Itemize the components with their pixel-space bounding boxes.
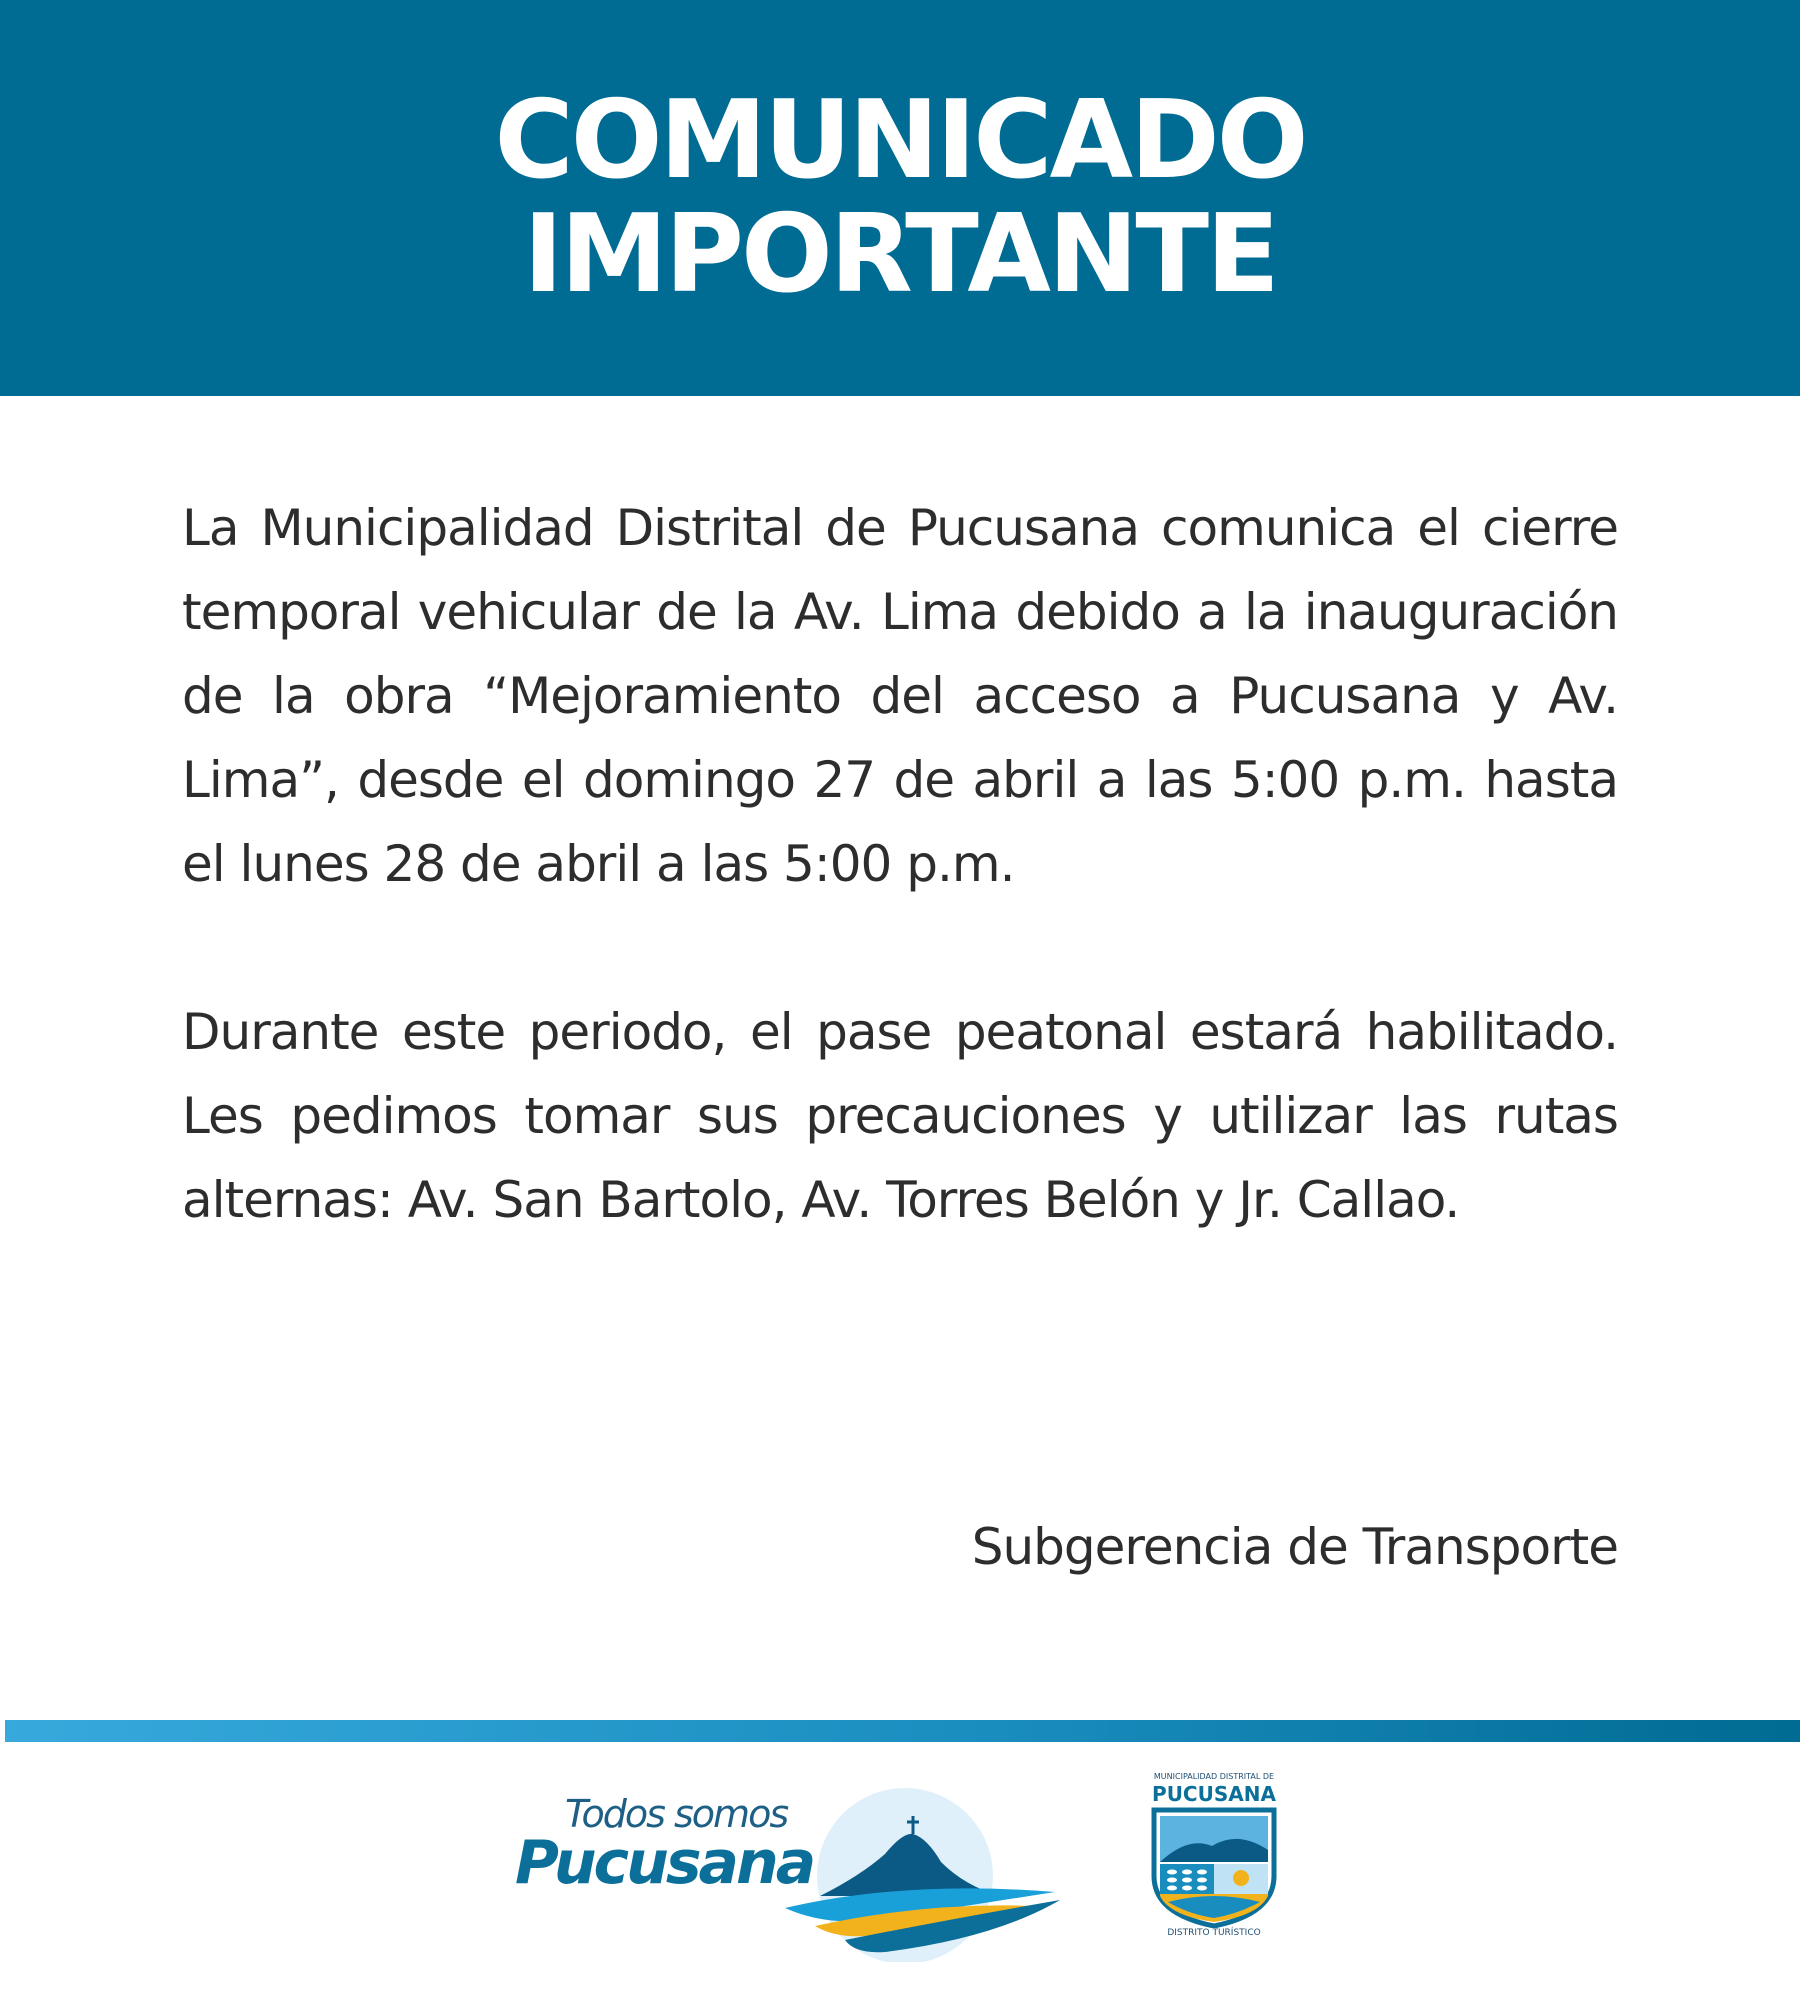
municipal-crest xyxy=(1148,1772,1280,1952)
slogan-line-1: Todos somos xyxy=(565,1792,788,1836)
footer-divider xyxy=(5,1720,1800,1742)
signature: Subgerencia de Transporte xyxy=(971,1518,1618,1576)
page-title xyxy=(494,78,1306,317)
title-line-2: IMPORTANTE xyxy=(523,192,1277,317)
shield-icon xyxy=(1148,1806,1280,1928)
slogan-logo xyxy=(515,1776,1075,1962)
paragraph-alternate-routes: Durante este periodo, el pase peatonal estará habilitado. Les pedimos tomar sus precauciones y utilizar las rutas alternas: Av. San Bartolo, Av. Torres Belón y Jr. Callao. xyxy=(182,1003,1618,1229)
crest-name: PUCUSANA xyxy=(1152,1782,1276,1806)
crest-top-label: MUNICIPALIDAD DISTRITAL DE xyxy=(1153,1772,1275,1781)
slogan-line-2: Pucusana xyxy=(515,1828,814,1898)
crest-bottom-label: DISTRITO TURÍSTICO xyxy=(1167,1928,1261,1938)
title-line-1: COMUNICADO xyxy=(494,78,1306,203)
header-banner xyxy=(0,0,1800,396)
paragraph-closure: La Municipalidad Distrital de Pucusana comunica el cierre temporal vehicular de la Av. Lima debido a la inauguración de la obra “Mejoramiento del acceso a Pucusana y Av. Lima”, desde el domingo 27 de abril a las 5:00 p.m. hasta el lunes 28 de abril a las 5:00 p.m. xyxy=(182,499,1618,893)
announcement-body xyxy=(182,486,1618,1326)
